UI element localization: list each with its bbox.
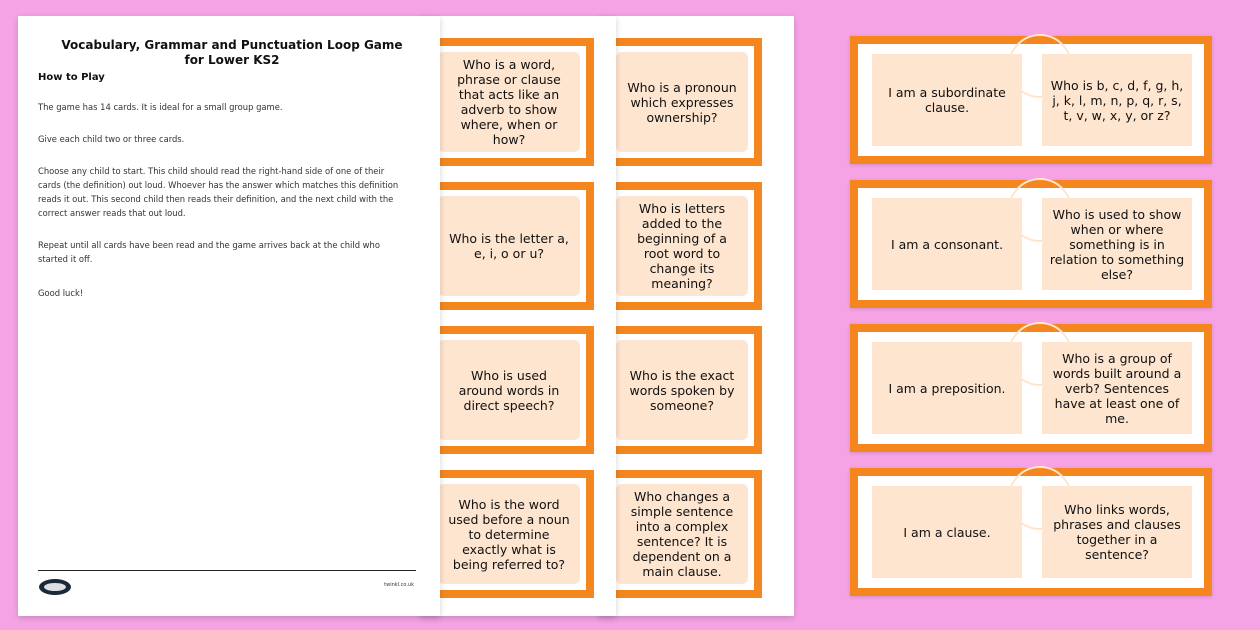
card — [602, 326, 762, 454]
card-question: Who is a group of words built around a verb? Sentences have at least one of me. — [1042, 342, 1192, 434]
middle-card-sheet — [420, 16, 616, 616]
card-answer: I am a preposition. — [872, 342, 1022, 434]
card-question: Who is the word used before a noun to determine exactly what is being referred to? — [448, 496, 570, 572]
loop-card — [850, 36, 1212, 164]
instruction-paragraph: Give each child two or three cards. — [38, 134, 185, 144]
card-question: Who is used to show when or where something is in relation to something else? — [1042, 198, 1192, 290]
card — [602, 470, 762, 598]
card-question: Who is letters added to the beginning of a root word to change its meaning? — [637, 201, 727, 291]
card-answer: I am a subordinate clause. — [872, 54, 1022, 146]
card-question: Who is a pronoun which expresses ownership? — [627, 79, 737, 125]
card-question: Who is the exact words spoken by someone? — [629, 367, 735, 413]
how-to-play-heading: How to Play — [38, 72, 105, 83]
twinkl-logo-icon — [38, 578, 72, 596]
instructions-sheet — [18, 16, 440, 616]
card — [424, 182, 594, 310]
card — [602, 38, 762, 166]
card-answer: I am a clause. — [872, 486, 1022, 578]
card-question: Who changes a simple sentence into a complex sentence? It is dependent on a main clause. — [630, 489, 734, 579]
instruction-paragraph: Repeat until all cards have been read and the game arrives back at the child who started it off. — [38, 240, 380, 264]
card-question: Who is the letter a, e, i, o or u? — [449, 231, 569, 261]
instruction-paragraph: Choose any child to start. This child should read the right-hand side of one of their cards (the definition) out loud. Whoever has the answer which matches this definition reads it out. This second child then reads their definition, and the next child with the correct answer reads that out loud. — [38, 166, 399, 218]
loop-card — [850, 468, 1212, 596]
card — [424, 470, 594, 598]
loop-card — [850, 324, 1212, 452]
card-question: Who is a word, phrase or clause that acts like an adverb to show where, when or how? — [457, 57, 561, 147]
card — [602, 182, 762, 310]
footer-url: twinkl.co.uk — [384, 582, 414, 588]
card-question: Who is used around words in direct speech? — [458, 367, 560, 413]
card-answer: I am a consonant. — [872, 198, 1022, 290]
card-question: Who links words, phrases and clauses together in a sentence? — [1042, 486, 1192, 578]
footer-divider — [38, 570, 416, 571]
document-title: Vocabulary, Grammar and Punctuation Loop Game for Lower KS2 — [61, 38, 403, 67]
loop-card — [850, 180, 1212, 308]
back-card-sheet — [598, 16, 794, 616]
instruction-paragraph: Good luck! — [38, 288, 84, 298]
card-question: Who is b, c, d, f, g, h, j, k, l, m, n, p, q, r, s, t, v, w, x, y, or z? — [1042, 54, 1192, 146]
card — [424, 326, 594, 454]
card — [424, 38, 594, 166]
instruction-paragraph: The game has 14 cards. It is ideal for a small group game. — [38, 102, 283, 112]
